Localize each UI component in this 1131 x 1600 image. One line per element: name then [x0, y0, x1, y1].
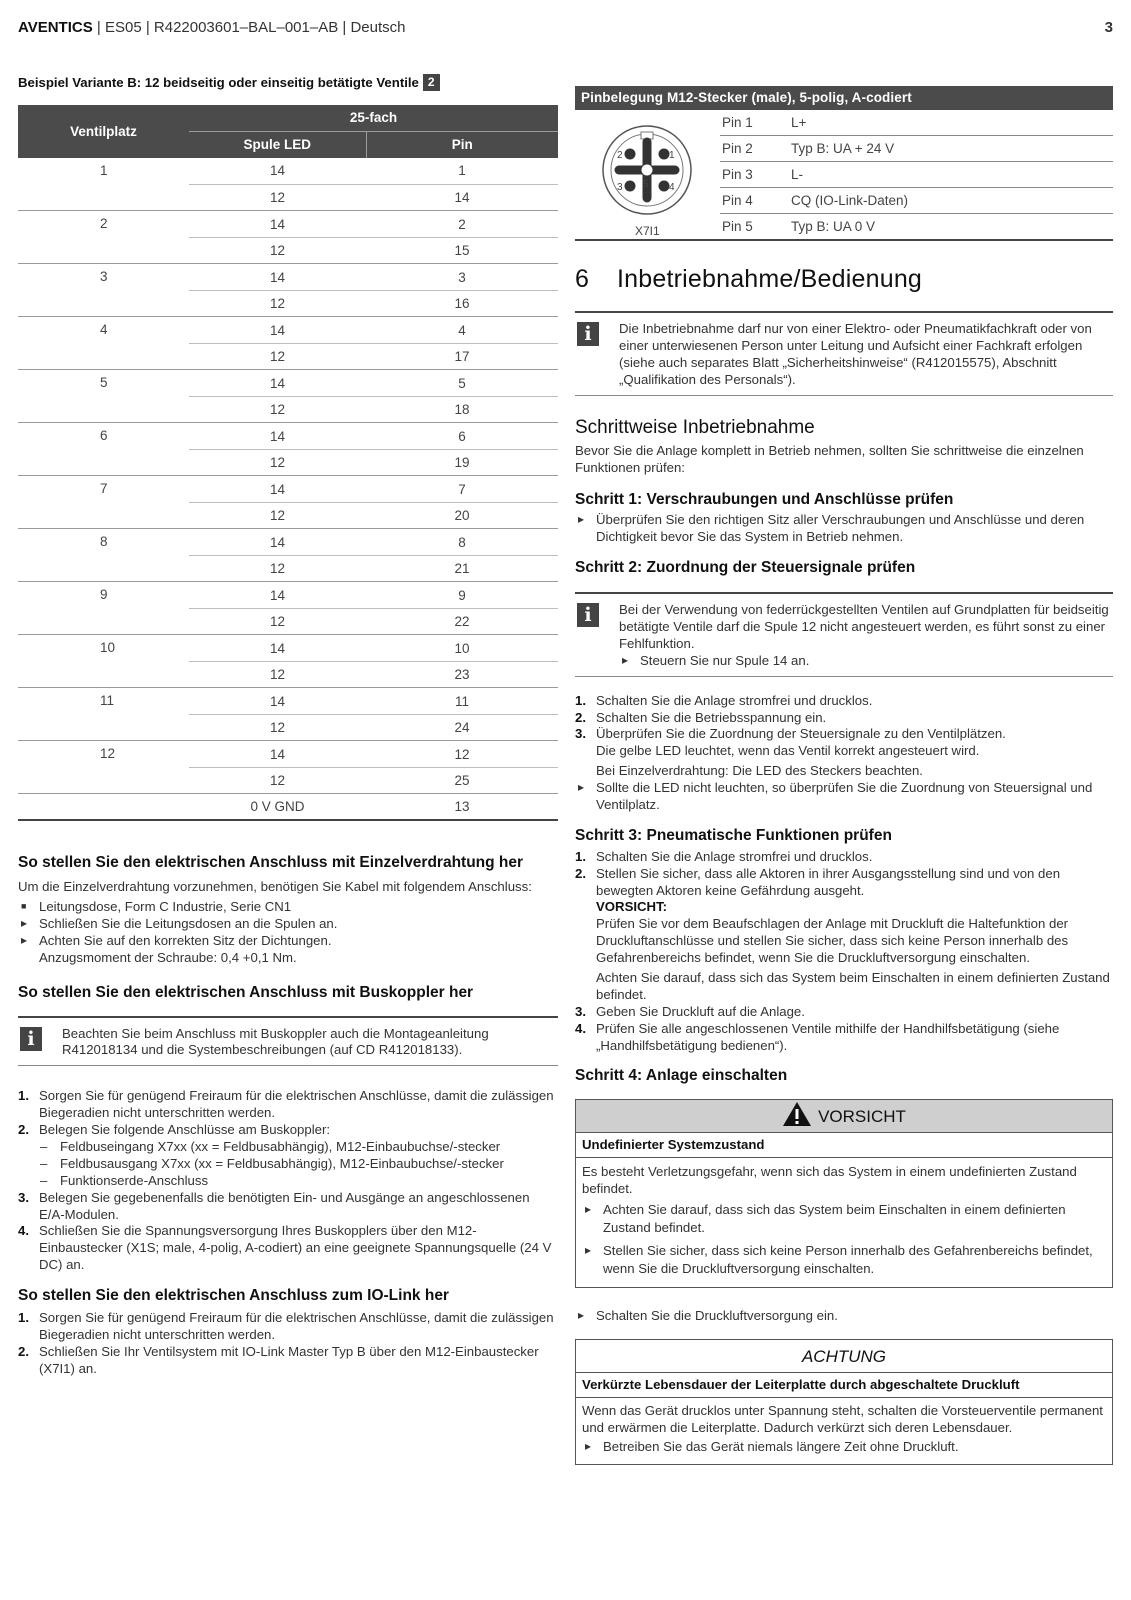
step-number: 1. — [575, 848, 586, 864]
valve-position-cell: 2 — [18, 211, 189, 264]
list-item — [18, 1344, 558, 1378]
pin-number-cell: Pin 4 — [722, 193, 753, 208]
single-wiring-title: So stellen Sie den elektrischen Anschluss mit Einzelverdrahtung her — [18, 854, 524, 872]
coil-cell: 12 — [189, 343, 366, 370]
pin-function-cell: Typ B: UA + 24 V — [791, 141, 895, 156]
valve-position-cell: 11 — [18, 688, 189, 741]
step2-check-list — [575, 780, 1113, 814]
valve-position-cell: 9 — [18, 582, 189, 635]
list-item — [18, 1088, 558, 1122]
coil-cell: 14 — [189, 476, 366, 503]
step2-list — [575, 693, 1113, 780]
step-text: Prüfen Sie alle angeschlossenen Ventile mithilfe der Handhilfsbetätigung (siehe „Handhilfsbetätigung bedienen“). — [596, 1020, 1060, 1053]
pin-cell: 5 — [366, 370, 558, 397]
pin-cell: 2 — [366, 211, 558, 238]
pin-cell: 21 — [366, 555, 558, 582]
step-number: 3. — [575, 726, 586, 742]
coil-cell: 14 — [189, 741, 366, 768]
gnd-label-cell: 0 V GND — [189, 794, 366, 821]
list-item: – Feldbusausgang X7xx (xx = Feldbusabhängig), M12-Einbaubuchse/-stecker — [39, 1156, 558, 1173]
list-item — [18, 1310, 558, 1344]
seal-text: Achten Sie auf den korrekten Sitz der Dichtungen. — [39, 932, 332, 948]
valve-position-cell: 5 — [18, 370, 189, 423]
table-row — [18, 370, 558, 397]
coil-cell: 12 — [189, 608, 366, 635]
valve-position-cell: 1 — [18, 158, 189, 211]
bus-coupler-steps — [18, 1088, 558, 1274]
list-item — [575, 1021, 1113, 1055]
connector-pin-1 — [659, 149, 670, 160]
notice-text: Wenn das Gerät drucklos unter Spannung steht, schalten die Vorsteuerventile permanent und erwärmen die Leiterplatte. Dadurch verkürzt sich deren Lebensdauer. — [582, 1402, 1103, 1435]
figure-badge: 2 — [423, 74, 440, 91]
coil-cell: 14 — [189, 688, 366, 715]
step-number: 3. — [18, 1189, 29, 1205]
single-wiring-intro: Um die Einzelverdrahtung vorzunehmen, benötigen Sie Kabel mit folgendem Anschluss: — [18, 879, 532, 895]
step-number: 3. — [575, 1003, 586, 1019]
caution-list — [582, 1201, 1106, 1279]
notice-header: ACHTUNG — [576, 1340, 1112, 1373]
step1-list — [575, 512, 1113, 546]
coil-cell: 14 — [189, 211, 366, 238]
bus-coupler-sublist — [39, 1139, 558, 1190]
header-pin: Pin — [366, 131, 558, 158]
table-row — [18, 264, 558, 291]
notice-list — [582, 1439, 1106, 1456]
valve-position-cell: 4 — [18, 317, 189, 370]
caution-body — [576, 1133, 1112, 1287]
step-text: Schalten Sie die Anlage stromfrei und drucklos. — [596, 848, 873, 864]
coil-cell: 12 — [189, 661, 366, 688]
notice-subtitle: Verkürzte Lebensdauer der Leiterplatte durch abgeschaltete Druckluft — [576, 1377, 1112, 1398]
caution-header — [576, 1100, 1112, 1133]
table-row — [720, 214, 1113, 240]
table-row — [18, 423, 558, 450]
table-row-gnd — [18, 794, 558, 821]
example-title — [18, 74, 558, 92]
table-row — [720, 136, 1113, 162]
coil-cell: 12 — [189, 555, 366, 582]
chapter-title: Inbetriebnahme/Bedienung — [617, 265, 923, 293]
step-text: Stellen Sie sicher, dass alle Aktoren in ihrer Ausgangsstellung sind und von den bewegten Aktoren keine Gefährdung ausgeht. — [596, 865, 1061, 898]
valve-position-cell: 3 — [18, 264, 189, 317]
info-icon: i — [577, 322, 599, 346]
caution-subtitle: Undefinierter Systemzustand — [576, 1137, 1112, 1158]
table-row — [18, 635, 558, 662]
list-item: ■ Leitungsdose, Form C Industrie, Serie CN1 — [18, 899, 558, 916]
coil-cell: 14 — [189, 158, 366, 185]
step1-title: Schritt 1: Verschraubungen und Anschlüsse prüfen — [575, 490, 954, 508]
coil-cell: 14 — [189, 635, 366, 662]
table-row — [18, 211, 558, 238]
pin-number-cell: Pin 2 — [722, 141, 753, 156]
pin-cell: 22 — [366, 608, 558, 635]
table-row — [18, 741, 558, 768]
pin-cell: 24 — [366, 714, 558, 741]
led-text: Die gelbe LED leuchtet, wenn das Ventil korrekt angesteuert wird. — [596, 743, 980, 759]
valve-assignment-table — [18, 105, 558, 822]
step-number: 4. — [18, 1223, 29, 1239]
page-number: 3 — [1104, 19, 1113, 36]
pin-cell: 17 — [366, 343, 558, 370]
caution-label: VORSICHT: — [596, 899, 668, 915]
table-row — [720, 110, 1113, 136]
pin-number-cell: Pin 5 — [722, 219, 753, 234]
header-valve-position: Ventilplatz — [18, 105, 189, 158]
table-row — [18, 317, 558, 344]
list-item: ▸ Stellen Sie sicher, dass sich keine Person innerhalb des Gefahrenbereichs befindet, wenn Sie die Druckluftversorgung einschalten. — [582, 1242, 1106, 1279]
coil-cell: 14 — [189, 317, 366, 344]
step-number: 1. — [18, 1088, 29, 1104]
pin-function-cell: L+ — [791, 115, 807, 130]
step4-title: Schritt 4: Anlage einschalten — [575, 1067, 788, 1085]
coil-cell: 12 — [189, 714, 366, 741]
step-number: 2. — [18, 1122, 29, 1138]
coil-cell: 12 — [189, 290, 366, 317]
list-item: ▸ Sollte die LED nicht leuchten, so überprüfen Sie die Zuordnung von Steuersignal und Ventilplatz. — [575, 780, 1113, 814]
pin-function-cell: L- — [791, 167, 804, 182]
list-item: ▸ Schließen Sie die Leitungsdosen an die Spulen an. — [18, 916, 558, 933]
bus-coupler-title: So stellen Sie den elektrischen Anschluss mit Buskoppler her — [18, 983, 474, 1001]
connector-pin-4 — [659, 181, 670, 192]
coil-cell: 12 — [189, 767, 366, 794]
pin-rows — [720, 110, 1113, 240]
bus-coupler-info — [18, 1016, 558, 1067]
header-coil-led: Spule LED — [189, 131, 366, 158]
list-item — [575, 866, 1113, 1004]
brand-name: AVENTICS — [18, 19, 93, 36]
table-row — [18, 529, 558, 556]
list-item — [18, 933, 558, 967]
pin-cell: 1 — [366, 158, 558, 185]
io-link-steps — [18, 1310, 558, 1378]
pin-cell: 23 — [366, 661, 558, 688]
step-text: Schalten Sie die Anlage stromfrei und drucklos. — [596, 692, 873, 708]
gnd-pin-cell: 13 — [366, 794, 558, 821]
step4-list — [575, 1308, 1113, 1325]
list-item: – Feldbuseingang X7xx (xx = Feldbusabhängig), M12-Einbaubuchse/-stecker — [39, 1139, 558, 1156]
example-title-text: Beispiel Variante B: 12 beidseitig oder einseitig betätigte Ventile — [18, 75, 419, 90]
list-item: – Funktionserde-Anschluss — [39, 1173, 558, 1190]
torque-text: Anzugsmoment der Schraube: 0,4 +0,1 Nm. — [39, 949, 297, 965]
pin-label-5: 5 — [643, 179, 649, 190]
caution-text: Prüfen Sie vor dem Beaufschlagen der Anlage mit Druckluft die Haltefunktion der Druckluftanschlüsse und stellen Sie sicher, dass sich keine Person innerhalb des Gefahrenbereichs befindet, wenn Sie die Druckluftversorgung einschalten. — [596, 916, 1069, 966]
connector-pin-2 — [625, 149, 636, 160]
pin-cell: 10 — [366, 635, 558, 662]
step-number: 2. — [575, 709, 586, 725]
led-text: Bei Einzelverdrahtung: Die LED des Steckers beachten. — [596, 763, 923, 779]
page-header — [18, 18, 1113, 37]
single-wiring-list — [18, 899, 558, 967]
table-row — [18, 582, 558, 609]
info-text: Bei der Verwendung von federrückgestellten Ventilen auf Grundplatten für beidseitig betätigte Ventile darf die Spule 12 nicht angesteuert werden, es führt sonst zu einer Fehlfunktion. — [619, 602, 1109, 651]
step-number: 2. — [575, 865, 586, 881]
info-icon: i — [577, 603, 599, 627]
info-text: Beachten Sie beim Anschluss mit Buskoppler auch die Montageanleitung R412018134 und die Systembeschreibungen (auf CD R412018133). — [62, 1025, 489, 1058]
list-item — [575, 710, 1113, 727]
pin-label-2: 2 — [617, 150, 623, 161]
connector-label: X7I1 — [635, 224, 660, 238]
info-icon: i — [20, 1027, 42, 1051]
pin-table-title: Pinbelegung M12-Stecker (male), 5-polig, A-codiert — [575, 86, 1113, 110]
valve-position-cell: 12 — [18, 741, 189, 794]
step-text: Überprüfen Sie die Zuordnung der Steuersignale zu den Ventilplätzen. — [596, 726, 1006, 742]
notice-box — [575, 1339, 1113, 1466]
table-row — [18, 476, 558, 503]
pin-label-4: 4 — [669, 182, 675, 193]
pin-cell: 15 — [366, 237, 558, 264]
pin-cell: 4 — [366, 317, 558, 344]
pin-number-cell: Pin 3 — [722, 167, 753, 182]
right-column — [575, 86, 1113, 1465]
step-text: Geben Sie Druckluft auf die Anlage. — [596, 1003, 805, 1019]
list-item — [575, 1004, 1113, 1021]
pin-cell: 20 — [366, 502, 558, 529]
list-item — [18, 1122, 558, 1190]
list-item — [18, 1223, 558, 1274]
warning-icon — [782, 1101, 812, 1127]
pin-cell: 25 — [366, 767, 558, 794]
stepwise-title: Schrittweise Inbetriebnahme — [575, 416, 815, 438]
pin-cell: 18 — [366, 396, 558, 423]
table-row — [720, 162, 1113, 188]
pin-number-cell: Pin 1 — [722, 115, 753, 130]
step3-title: Schritt 3: Pneumatische Funktionen prüfen — [575, 826, 892, 844]
empty-cell — [18, 794, 189, 821]
chapter-heading — [575, 263, 1113, 295]
pin-cell: 3 — [366, 264, 558, 291]
step-text: Belegen Sie folgende Anschlüsse am Buskoppler: — [39, 1122, 331, 1138]
coil-cell: 12 — [189, 237, 366, 264]
pin-function-cell: Typ B: UA 0 V — [791, 219, 876, 234]
pin-label-1: 1 — [669, 150, 675, 161]
coil-cell: 14 — [189, 264, 366, 291]
step-number: 1. — [18, 1309, 29, 1325]
pin-assignment-table — [575, 110, 1113, 241]
step-text: Sorgen Sie für genügend Freiraum für die elektrischen Anschlüsse, damit die zulässigen Biegeradien nicht unterschritten werden. — [39, 1088, 554, 1121]
valve-position-cell: 10 — [18, 635, 189, 688]
table-row — [18, 158, 558, 185]
list-item — [575, 693, 1113, 710]
commissioning-info — [575, 311, 1113, 396]
step-number: 4. — [575, 1020, 586, 1036]
notice-body — [576, 1373, 1112, 1465]
step-text: Belegen Sie gegebenenfalls die benötigten Ein- und Ausgänge an angeschlossenen E/A-Modulen. — [39, 1189, 530, 1222]
chapter-number: 6 — [575, 265, 590, 293]
pin-cell: 16 — [366, 290, 558, 317]
step-text: Schalten Sie die Betriebsspannung ein. — [596, 709, 827, 725]
connector-pin-3 — [625, 181, 636, 192]
step-text: Sorgen Sie für genügend Freiraum für die elektrischen Anschlüsse, damit die zulässigen Biegeradien nicht unterschritten werden. — [39, 1309, 554, 1342]
caution-header-text: VORSICHT — [818, 1107, 906, 1127]
pin-function-cell: CQ (IO-Link-Daten) — [791, 193, 909, 208]
caution-text: Es besteht Verletzungsgefahr, wenn sich das System in einem undefinierten Zustand befindet. — [582, 1164, 1077, 1197]
valve-position-cell: 6 — [18, 423, 189, 476]
list-item: ▸ Schalten Sie die Druckluftversorgung ein. — [575, 1308, 1113, 1325]
pin-cell: 19 — [366, 449, 558, 476]
pin-cell: 14 — [366, 184, 558, 211]
coil-cell: 12 — [189, 449, 366, 476]
pin-cell: 7 — [366, 476, 558, 503]
info-text: Die Inbetriebnahme darf nur von einer Elektro- oder Pneumatikfachkraft oder von einer unterwiesenen Person unter Leitung und Aufsicht einer Fachkraft erfolgen (siehe auch separates Blatt „Sicherheitshinweise“ (R412015575), Abschnitt „Qualifikation des Personals“). — [619, 321, 1092, 387]
m12-connector-diagram — [575, 110, 720, 239]
coil-cell: 12 — [189, 184, 366, 211]
connector-pin-5 — [641, 164, 653, 176]
caution-text: Achten Sie darauf, dass sich das System beim Einschalten in einem definierten Zustand befindet. — [596, 969, 1110, 1002]
list-item — [575, 726, 1113, 780]
list-item: ▸ Steuern Sie nur Spule 14 an. — [619, 653, 1109, 670]
coil-cell: 14 — [189, 582, 366, 609]
step2-title: Schritt 2: Zuordnung der Steuersignale prüfen — [575, 559, 916, 577]
io-link-title: So stellen Sie den elektrischen Anschluss zum IO-Link her — [18, 1287, 449, 1305]
valve-position-cell: 7 — [18, 476, 189, 529]
step-text: Schließen Sie Ihr Ventilsystem mit IO-Link Master Typ B über den M12-Einbaustecker (X7I1) an. — [39, 1343, 539, 1376]
coil-cell: 14 — [189, 370, 366, 397]
pin-cell: 8 — [366, 529, 558, 556]
list-item — [18, 1190, 558, 1224]
table-row — [18, 688, 558, 715]
pin-label-3: 3 — [617, 182, 623, 193]
step2-info — [575, 592, 1113, 677]
pin-cell: 6 — [366, 423, 558, 450]
list-item: ▸ Achten Sie darauf, dass sich das System beim Einschalten in einem definierten Zustand befindet. — [582, 1201, 1106, 1238]
list-item: ▸ Überprüfen Sie den richtigen Sitz aller Verschraubungen und Anschlüsse und deren Dichtigkeit bevor Sie das System in Betrieb nehmen. — [575, 512, 1113, 546]
step3-list — [575, 849, 1113, 1055]
pin-cell: 9 — [366, 582, 558, 609]
step2-info-list — [619, 653, 1109, 670]
list-item — [575, 849, 1113, 866]
header-25-fach: 25-fach — [189, 105, 558, 132]
left-column — [18, 74, 558, 1377]
step-number: 1. — [575, 692, 586, 708]
pin-cell: 12 — [366, 741, 558, 768]
step-number: 2. — [18, 1343, 29, 1359]
list-item: ▸ Betreiben Sie das Gerät niemals längere Zeit ohne Druckluft. — [582, 1439, 1106, 1456]
document-reference: | ES05 | R422003601–BAL–001–AB | Deutsch — [92, 19, 406, 36]
coil-cell: 12 — [189, 502, 366, 529]
caution-box — [575, 1099, 1113, 1288]
stepwise-intro: Bevor Sie die Anlage komplett in Betrieb nehmen, sollten Sie schrittweise die einzelnen Funktionen prüfen: — [575, 442, 1084, 475]
coil-cell: 14 — [189, 529, 366, 556]
coil-cell: 14 — [189, 423, 366, 450]
table-row — [720, 188, 1113, 214]
pin-cell: 11 — [366, 688, 558, 715]
step-text: Schließen Sie die Spannungsversorgung Ihres Buskopplers über den M12-Einbaustecker (X1S; male, 4-polig, A-codiert) an eine geeignete Spannungsquelle (24 V DC) an. — [39, 1223, 552, 1273]
coil-cell: 12 — [189, 396, 366, 423]
valve-position-cell: 8 — [18, 529, 189, 582]
